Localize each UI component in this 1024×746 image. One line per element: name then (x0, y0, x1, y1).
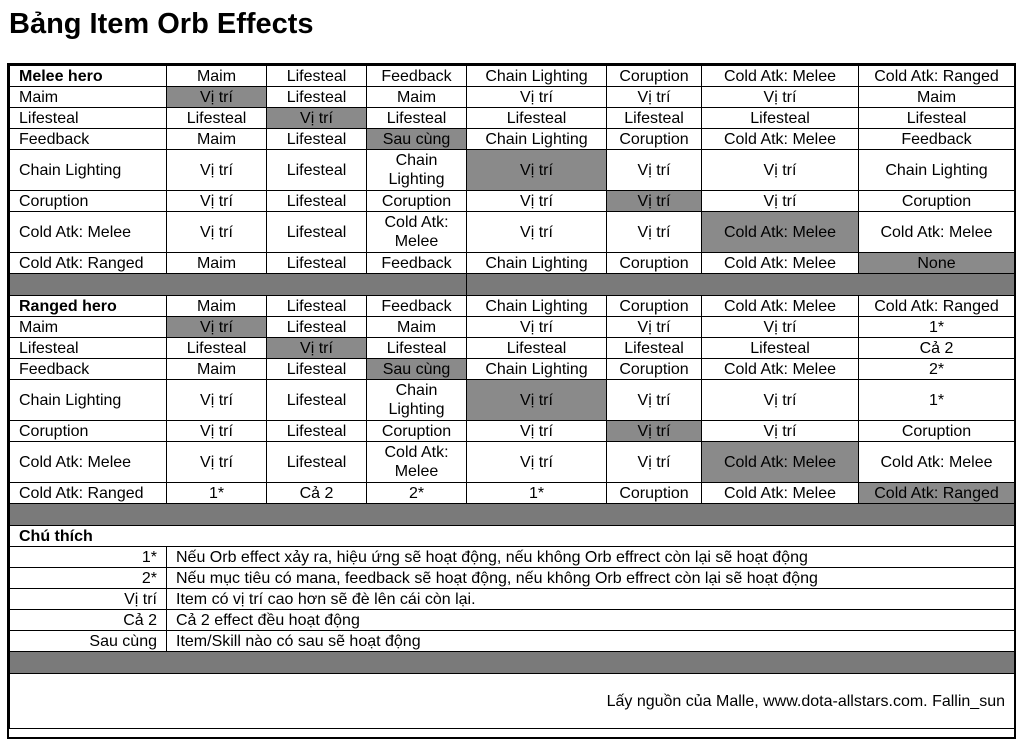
melee-header-row (10, 66, 1015, 87)
ranged-cell: 1* (859, 380, 1015, 421)
melee-cell: Cold Atk: Melee (367, 212, 467, 253)
section-separator-bar (10, 504, 1015, 526)
ranged-cell: Chain Lighting (467, 359, 607, 380)
melee-cell: Vị trí (467, 150, 607, 191)
ranged-cell: Vị trí (607, 380, 702, 421)
ranged-cell: Lifesteal (467, 338, 607, 359)
ranged-cell: Coruption (367, 421, 467, 442)
melee-cell: Vị trí (467, 212, 607, 253)
ranged-cell: Cả 2 (267, 483, 367, 504)
ranged-cell: Vị trí (467, 317, 607, 338)
ranged-cell: Coruption (607, 359, 702, 380)
melee-corner-label: Melee hero (10, 66, 167, 87)
ranged-cell: Cold Atk: Melee (859, 442, 1015, 483)
melee-cell: Maim (167, 253, 267, 274)
orb-effects-table (9, 65, 1015, 729)
legend-key: 2* (10, 568, 167, 589)
legend-description: Item/Skill nào có sau sẽ hoạt động (167, 631, 1015, 652)
melee-cell: Chain Lighting (859, 150, 1015, 191)
ranged-table-row (10, 380, 1015, 421)
melee-cell: Lifesteal (267, 87, 367, 108)
melee-row-label: Lifesteal (10, 108, 167, 129)
melee-cell: Coruption (607, 129, 702, 150)
melee-cell: Vị trí (167, 212, 267, 253)
melee-cell: Cold Atk: Melee (702, 253, 859, 274)
legend-key: Cả 2 (10, 610, 167, 631)
legend-description: Cả 2 effect đều hoạt động (167, 610, 1015, 631)
ranged-cell: Vị trí (467, 380, 607, 421)
melee-cell: Vị trí (167, 87, 267, 108)
ranged-column-header: Lifesteal (267, 296, 367, 317)
ranged-cell: 2* (859, 359, 1015, 380)
orb-effects-table-frame (7, 63, 1016, 739)
ranged-cell: Lifesteal (267, 317, 367, 338)
melee-row-label: Maim (10, 87, 167, 108)
ranged-row-label: Chain Lighting (10, 380, 167, 421)
melee-cell: Vị trí (607, 87, 702, 108)
legend-key: Sau cùng (10, 631, 167, 652)
melee-cell: Lifesteal (267, 129, 367, 150)
ranged-cell: 1* (167, 483, 267, 504)
ranged-cell: Vị trí (702, 380, 859, 421)
melee-cell: Vị trí (467, 191, 607, 212)
legend-separator-bar (10, 652, 1015, 674)
ranged-cell: Vị trí (702, 421, 859, 442)
ranged-cell: Chain Lighting (367, 380, 467, 421)
melee-row-label: Coruption (10, 191, 167, 212)
melee-cell: Lifesteal (267, 191, 367, 212)
melee-cell: Coruption (607, 253, 702, 274)
section-separator-left (10, 274, 467, 296)
legend-title: Chú thích (10, 526, 1015, 547)
melee-cell: Maim (859, 87, 1015, 108)
source-row (10, 674, 1015, 729)
melee-cell: Vị trí (702, 191, 859, 212)
ranged-cell: Lifesteal (167, 338, 267, 359)
ranged-cell: Lifesteal (267, 442, 367, 483)
legend-description: Nếu Orb effect xảy ra, hiệu ứng sẽ hoạt động, nếu không Orb effrect còn lại sẽ hoạt động (167, 547, 1015, 568)
melee-cell: None (859, 253, 1015, 274)
melee-cell: Feedback (859, 129, 1015, 150)
melee-cell: Vị trí (167, 191, 267, 212)
melee-table-row (10, 212, 1015, 253)
ranged-cell: Cold Atk: Ranged (859, 483, 1015, 504)
melee-cell: Chain Lighting (467, 253, 607, 274)
ranged-cell: Vị trí (167, 421, 267, 442)
melee-cell: Lifesteal (467, 108, 607, 129)
melee-cell: Lifesteal (859, 108, 1015, 129)
melee-column-header: Cold Atk: Melee (702, 66, 859, 87)
ranged-corner-label: Ranged hero (10, 296, 167, 317)
ranged-column-header: Cold Atk: Ranged (859, 296, 1015, 317)
ranged-cell: Vị trí (167, 380, 267, 421)
melee-cell: Lifesteal (702, 108, 859, 129)
legend-key: 1* (10, 547, 167, 568)
section-separator (10, 504, 1015, 526)
ranged-row-label: Cold Atk: Ranged (10, 483, 167, 504)
ranged-table-row (10, 317, 1015, 338)
ranged-cell: Vị trí (607, 317, 702, 338)
ranged-table-row (10, 421, 1015, 442)
melee-table-row (10, 150, 1015, 191)
melee-cell: Chain Lighting (367, 150, 467, 191)
ranged-cell: Sau cùng (367, 359, 467, 380)
melee-table-row (10, 129, 1015, 150)
legend-description: Item có vị trí cao hơn sẽ đè lên cái còn lại. (167, 589, 1015, 610)
melee-table-row (10, 253, 1015, 274)
melee-column-header: Feedback (367, 66, 467, 87)
melee-column-header: Coruption (607, 66, 702, 87)
melee-column-header: Chain Lighting (467, 66, 607, 87)
ranged-row-label: Cold Atk: Melee (10, 442, 167, 483)
ranged-cell: Vị trí (167, 442, 267, 483)
legend-row (10, 568, 1015, 589)
legend-title-row (10, 526, 1015, 547)
ranged-cell: Cold Atk: Melee (702, 442, 859, 483)
melee-cell: Vị trí (607, 212, 702, 253)
ranged-table-row (10, 338, 1015, 359)
melee-table-row (10, 191, 1015, 212)
ranged-cell: Maim (167, 359, 267, 380)
melee-row-label: Feedback (10, 129, 167, 150)
legend-key: Vị trí (10, 589, 167, 610)
legend-row (10, 631, 1015, 652)
melee-cell: Maim (367, 87, 467, 108)
ranged-cell: Vị trí (167, 317, 267, 338)
section-separator (10, 274, 1015, 296)
section-separator-right (467, 274, 1015, 296)
melee-cell: Chain Lighting (467, 129, 607, 150)
legend-row (10, 547, 1015, 568)
melee-cell: Coruption (367, 191, 467, 212)
ranged-row-label: Feedback (10, 359, 167, 380)
melee-cell: Sau cùng (367, 129, 467, 150)
ranged-cell: Cold Atk: Melee (367, 442, 467, 483)
ranged-cell: 2* (367, 483, 467, 504)
ranged-table-row (10, 359, 1015, 380)
ranged-cell: Lifesteal (267, 359, 367, 380)
ranged-cell: Coruption (607, 483, 702, 504)
page-title: Bảng Item Orb Effects (9, 8, 314, 40)
ranged-cell: Vị trí (607, 421, 702, 442)
melee-cell: Vị trí (267, 108, 367, 129)
ranged-column-header: Feedback (367, 296, 467, 317)
melee-cell: Lifesteal (167, 108, 267, 129)
ranged-cell: Vị trí (467, 442, 607, 483)
melee-cell: Lifesteal (267, 253, 367, 274)
melee-column-header: Lifesteal (267, 66, 367, 87)
legend-row (10, 589, 1015, 610)
source-credit: Lấy nguồn của Malle, www.dota-allstars.com. Fallin_sun (10, 674, 1015, 729)
melee-row-label: Chain Lighting (10, 150, 167, 191)
ranged-cell: Coruption (859, 421, 1015, 442)
ranged-header-row (10, 296, 1015, 317)
melee-cell: Lifesteal (267, 150, 367, 191)
melee-cell: Vị trí (607, 150, 702, 191)
melee-cell: Maim (167, 129, 267, 150)
melee-cell: Cold Atk: Melee (859, 212, 1015, 253)
ranged-cell: Vị trí (267, 338, 367, 359)
ranged-cell: Vị trí (467, 421, 607, 442)
ranged-cell: Vị trí (607, 442, 702, 483)
ranged-column-header: Chain Lighting (467, 296, 607, 317)
melee-cell: Coruption (859, 191, 1015, 212)
ranged-row-label: Lifesteal (10, 338, 167, 359)
melee-column-header: Cold Atk: Ranged (859, 66, 1015, 87)
ranged-cell: Lifesteal (267, 380, 367, 421)
legend-description: Nếu mục tiêu có mana, feedback sẽ hoạt động, nếu không Orb effrect còn lại sẽ hoạt động (167, 568, 1015, 589)
melee-cell: Cold Atk: Melee (702, 212, 859, 253)
ranged-cell: Lifesteal (367, 338, 467, 359)
melee-row-label: Cold Atk: Ranged (10, 253, 167, 274)
melee-cell: Feedback (367, 253, 467, 274)
ranged-cell: Maim (367, 317, 467, 338)
melee-cell: Lifesteal (267, 212, 367, 253)
legend-row (10, 610, 1015, 631)
melee-column-header: Maim (167, 66, 267, 87)
ranged-table-row (10, 442, 1015, 483)
ranged-column-header: Maim (167, 296, 267, 317)
ranged-row-label: Coruption (10, 421, 167, 442)
legend-separator (10, 652, 1015, 674)
ranged-table-row (10, 483, 1015, 504)
melee-cell: Vị trí (702, 87, 859, 108)
ranged-cell: Lifesteal (607, 338, 702, 359)
ranged-cell: Vị trí (702, 317, 859, 338)
ranged-cell: Lifesteal (702, 338, 859, 359)
melee-cell: Vị trí (607, 191, 702, 212)
melee-cell: Vị trí (702, 150, 859, 191)
ranged-cell: 1* (467, 483, 607, 504)
ranged-cell: Lifesteal (267, 421, 367, 442)
melee-cell: Vị trí (167, 150, 267, 191)
ranged-cell: Cold Atk: Melee (702, 359, 859, 380)
ranged-cell: Cold Atk: Melee (702, 483, 859, 504)
melee-cell: Lifesteal (367, 108, 467, 129)
ranged-cell: Cả 2 (859, 338, 1015, 359)
ranged-row-label: Maim (10, 317, 167, 338)
melee-row-label: Cold Atk: Melee (10, 212, 167, 253)
melee-table-row (10, 87, 1015, 108)
ranged-column-header: Coruption (607, 296, 702, 317)
ranged-column-header: Cold Atk: Melee (702, 296, 859, 317)
melee-cell: Cold Atk: Melee (702, 129, 859, 150)
ranged-cell: 1* (859, 317, 1015, 338)
melee-cell: Lifesteal (607, 108, 702, 129)
melee-cell: Vị trí (467, 87, 607, 108)
melee-table-row (10, 108, 1015, 129)
